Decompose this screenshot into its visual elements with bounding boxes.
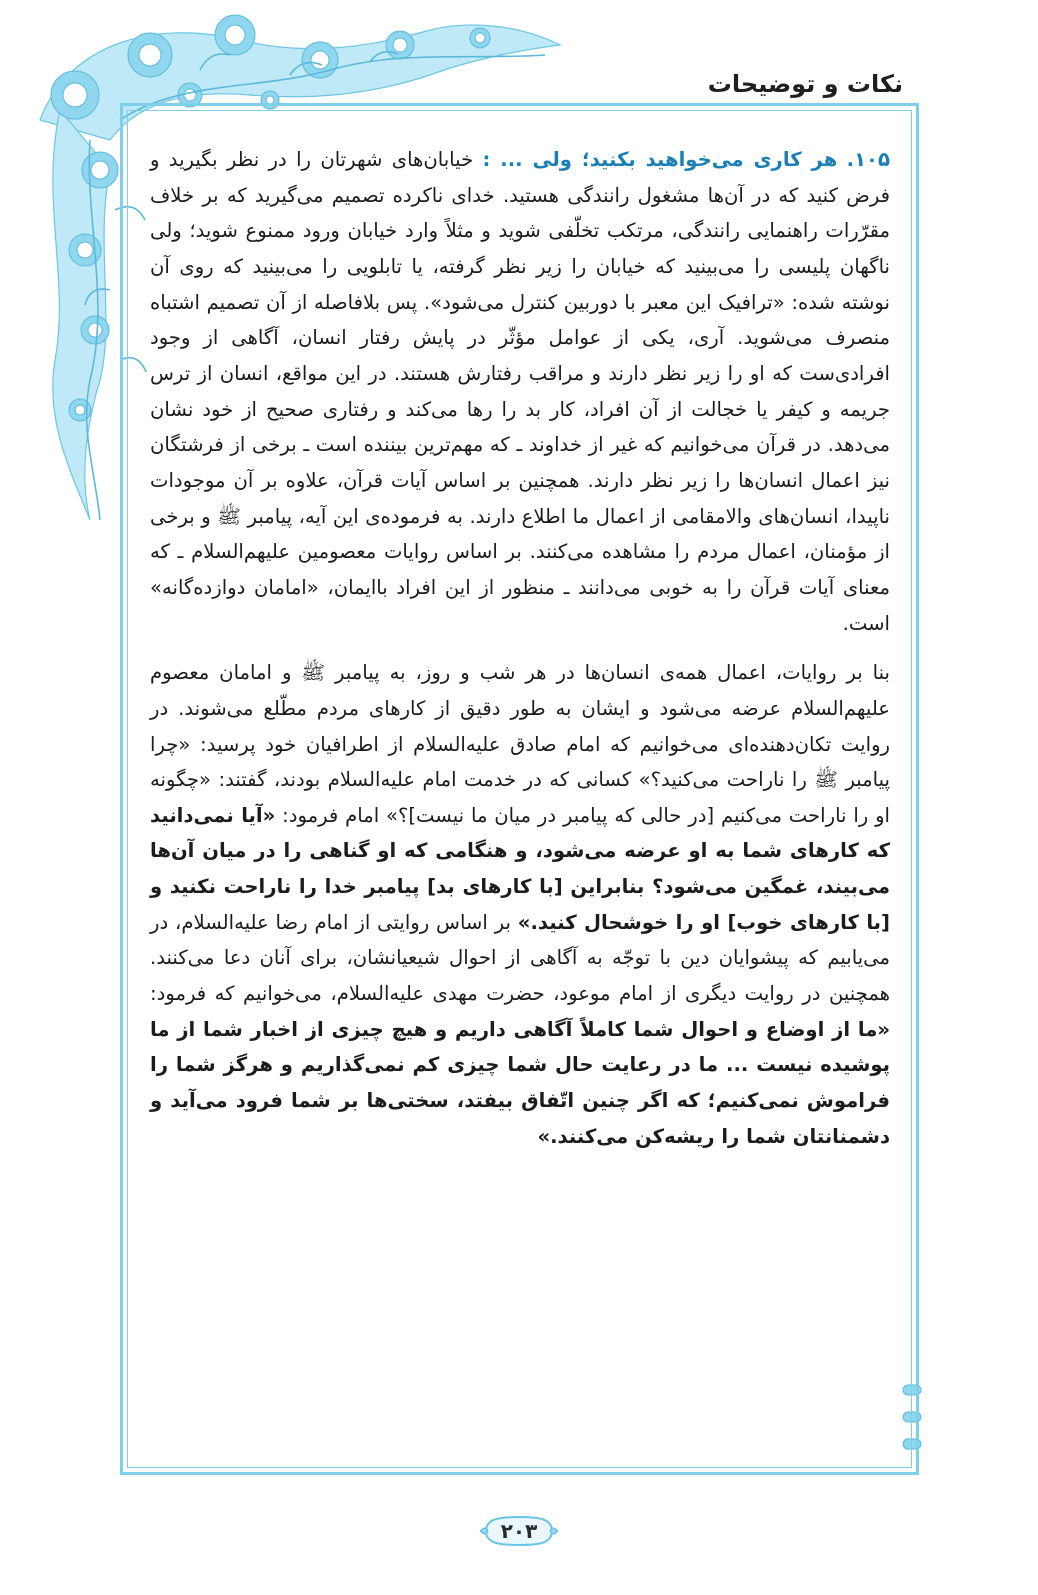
note-paragraph-1-text: خیابان‌های شهرتان را در نظر بگیرید و فرض کنید که در آن‌ها مشغول رانندگی هستید. خدای ناکرده تصمیم می‌گیرید که بر خلاف مقرّرات راهنمایی رانندگی، مرتکب تخلّفی شوید و مثلاً وارد خیابان ورود ممنوع شوید؛ ولی ناگهان پلیسی را می‌بینید که خیابان را زیر نظر گرفته، یا تابلویی را می‌بینید که روی آن نوشته شده: «ترافیک این معبر با دوربین کنترل می‌شود». پس بلافاصله از آن تصمیم اشتباه منصرف می‌شوید. آری، یکی از عوامل مؤثّر در پایش رفتار انسان، آگاهی از وجود افرادی‌ست که او را زیر نظر دارند و مراقب رفتارش هستند. در این مواقع، انسان از ترس جریمه و کیفر یا خجالت از آن افراد، کار بد را رها می‌کند و رفتاری صحیح از خود نشان می‌دهد. در قرآن می‌خوانیم که غیر از خداوند ـ که مهم‌ترین بیننده است ـ برخی از فرشتگان نیز اعمال انسان‌ها را زیر نظر دارند. همچنین بر اساس آیات قرآن، علاوه بر آن موجودات ناپیدا، انسان‌های والامقامی از اعمال ما اطلاع دارند. به فرموده‌ی این آیه، پیامبر ﷺ و برخی از مؤمنان، اعمال مردم را مشاهده می‌کنند. بر اساس روایات معصومین علیهم‌السلام ـ که معنای آیات قرآن را به خوبی می‌دانند ـ منظور از این افراد باایمان، «امامان دوازده‌گانه» است.: [150, 148, 890, 635]
note-paragraph-2-text-c: بر اساس روایتی از امام رضا علیه‌السلام، در می‌یابیم که پیشوایان دین با توجّه به آگاهی از احوال شیعیانشان، برای آنان دعا می‌کنند. همچنین در روایت دیگری از امام موعود، حضرت مهدی علیه‌السلام، می‌خوانیم که فرمود:: [150, 910, 890, 1006]
quote-imam-mahdi-saying: «ما از اوضاع و احوال شما کاملاً آگاهی داریم و هیچ چیزی از اخبار شما از ما پوشیده نیست ... ما در رعایت حال شما چیزی کم نمی‌گذاریم و هرگز شما را فراموش نمی‌کنیم؛ که اگر چنین اتّفاق بیفتد، سختی‌ها بر شما فرود می‌آید و دشمنانتان شما را ریشه‌کن می‌کنند.»: [150, 1017, 890, 1148]
page-number-badge: [478, 1513, 560, 1549]
note-paragraph-1: [150, 142, 890, 641]
note-paragraph-2: [150, 655, 890, 1154]
quote-prophet-saying: «آیا نمی‌دانید که کارهای شما به او عرضه می‌شود، و هنگامی که او گناهی را در میان آن‌ها می‌بیند، غمگین می‌شود؟ بنابراین [با کارهای بد] پیامبر خدا را ناراحت نکنید و [با کارهای خوب] او را خوشحال کنید.»: [150, 803, 890, 934]
section-title: نکات و توضیحات: [707, 70, 903, 98]
page-number: ۲۰۳: [500, 1519, 538, 1543]
note-title: هر کاری می‌خواهید بکنید؛ ولی ... :: [482, 148, 838, 171]
note-number: ۱۰۵.: [846, 148, 890, 171]
note-body: [150, 142, 890, 1154]
note-paragraph-2-text-a: بنا بر روایات، اعمال همه‌ی انسان‌ها در هر شب و روز، به پیامبر ﷺ و امامان معصوم علیهم‌السلام عرضه می‌شود و ایشان به طور دقیق از کارهای مردم مطّلع می‌شوند. در روایت تکان‌دهنده‌ای می‌خوانیم که امام صادق علیه‌السلام از اطرافیان خود پرسید: «چرا پیامبر ﷺ را ناراحت می‌کنید؟» کسانی که در خدمت امام علیه‌السلام بودند، گفتند: «چگونه او را ناراحت می‌کنیم [در حالی که پیامبر در میان ما نیست]؟» امام فرمود:: [150, 661, 890, 827]
